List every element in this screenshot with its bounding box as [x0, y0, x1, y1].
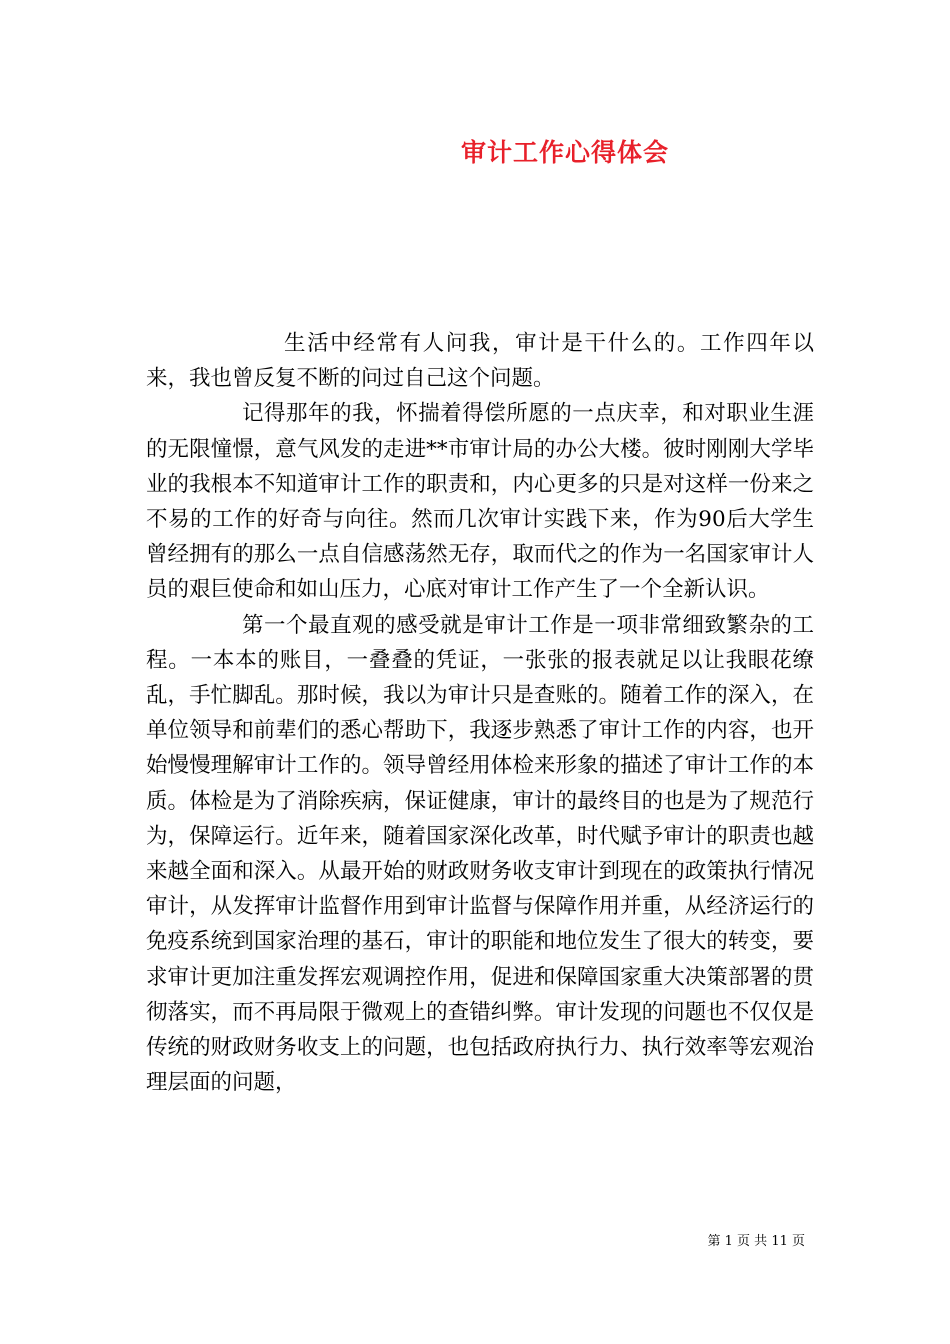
paragraph-3: 第一个最直观的感受就是审计工作是一项非常细致繁杂的工程。一本本的账目，一叠叠的凭证，一张张的报表就足以让我眼花缭乱，手忙脚乱。那时候，我以为审计只是查账的。随着工作的深入，在单位领导和前辈们的悉心帮助下，我逐步熟悉了审计工作的内容，也开始慢慢理解审计工作的。领导曾经用体检来形象的描述了审计工作的本质。体检是为了消除疾病，保证健康，审计的最终目的也是为了规范行为，保障运行。近年来，随着国家深化改革，时代赋予审计的职责也越来越全面和深入。从最开始的财政财务收支审计到现在的政策执行情况审计，从发挥审计监督作用到审计监督与保障作用并重，从经济运行的免疫系统到国家治理的基石，审计的职能和地位发生了很大的转变，要求审计更加注重发挥宏观调控作用，促进和保障国家重大决策部署的贯彻落实，而不再局限于微观上的查错纠弊。审计发现的问题也不仅仅是传统的财政财务收支上的问题，也包括政府执行力、执行效率等宏观治理层面的问题， [146, 612, 814, 1096]
document-body [146, 326, 814, 1100]
paragraph-2: 记得那年的我，怀揣着得偿所愿的一点庆幸，和对职业生涯的无限憧憬，意气风发的走进**市审计局的办公大楼。彼时刚刚大学毕业的我根本不知道审计工作的职责和，内心更多的只是对这样一份来之不易的工作的好奇与向往。然而几次审计实践下来，作为90后大学生曾经拥有的那么一点自信感荡然无存，取而代之的作为一名国家审计人员的艰巨使命和如山压力，心底对审计工作产生了一个全新认识。 [146, 401, 814, 603]
paragraph-1: 生活中经常有人问我，审计是干什么的。工作四年以来，我也曾反复不断的问过自己这个问题。 [146, 331, 814, 392]
page-title: 审计工作心得体会 [460, 138, 669, 167]
page-number-footer: 第 1 页 共 11 页 [707, 1234, 805, 1249]
